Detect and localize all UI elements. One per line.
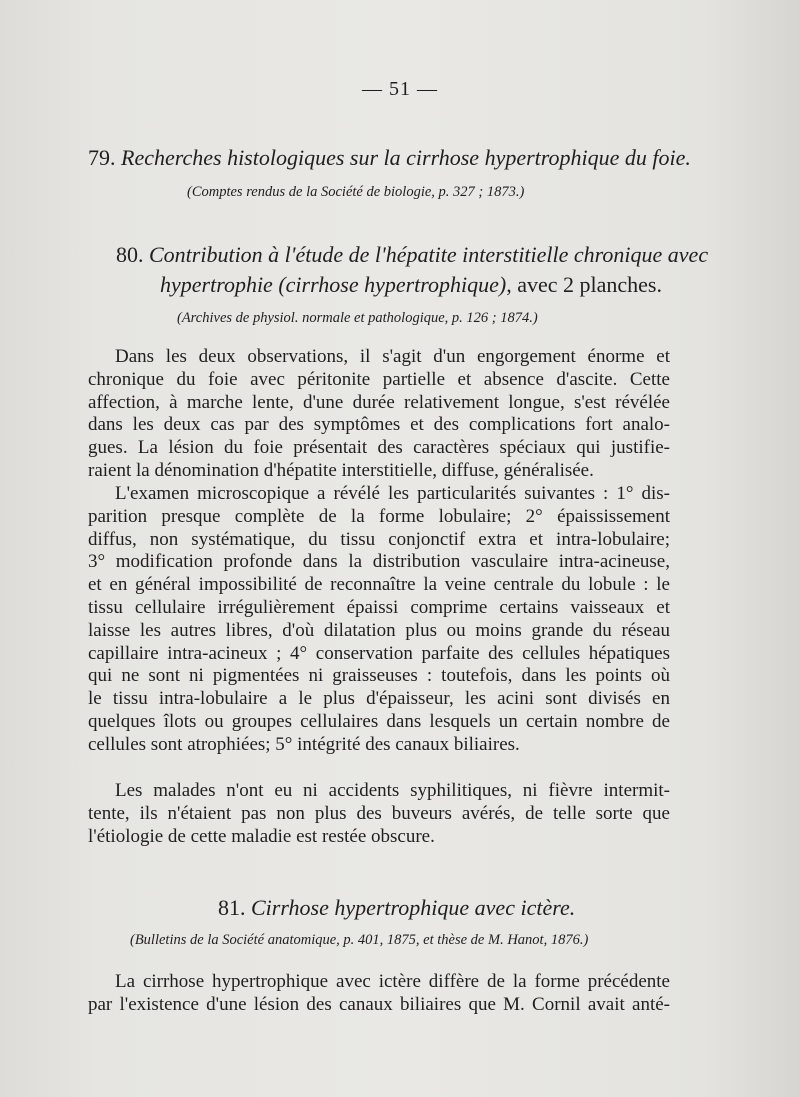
paragraph-1 <box>88 346 670 483</box>
text-line: tissu cellulaire irrégulièrement épaissi comprime certains vaisseaux et <box>88 596 670 618</box>
text-line: quelques îlots ou groupes cellulaires dans lesquels un certain nombre de <box>88 710 670 732</box>
entry-79-number: 79. <box>88 145 116 170</box>
entry-81-heading <box>218 893 575 923</box>
text-line: par l'existence d'une lésion des canaux biliaires que M. Cornil avait anté- <box>88 993 670 1015</box>
text-line: Dans les deux observations, il s'agit d'un engorgement énorme et <box>115 346 670 367</box>
entry-81-title: Cirrhose hypertrophique avec ictère. <box>251 895 576 920</box>
text-line: qui ne sont ni pigmentées ni graisseuses : toutefois, dans les points où <box>88 665 670 687</box>
text-line: dans les deux cas par des symptômes et des complications fort analo- <box>88 414 670 436</box>
entry-80-title-line2-rest: , avec 2 planches. <box>506 272 662 297</box>
entry-79-source: (Comptes rendus de la Société de biologie, p. 327 ; 1873.) <box>187 184 525 200</box>
entry-79-title: Recherches histologiques sur la cirrhose hypertrophique du foie. <box>121 145 691 170</box>
entry-80-heading-line2 <box>160 270 662 300</box>
text-line: 3° modification profonde dans la distribution vasculaire intra-acineuse, <box>88 551 670 573</box>
text-line: affection, à marche lente, d'une durée relativement longue, s'est révélée <box>88 391 670 413</box>
entry-81-source: (Bulletins de la Société anatomique, p. 401, 1875, et thèse de M. Hanot, 1876.) <box>130 932 589 948</box>
text-line: et en général impossibilité de reconnaître la veine centrale du lobule : le <box>88 574 670 596</box>
text-line: l'étiologie de cette maladie est restée obscure. <box>88 825 435 847</box>
entry-79-heading <box>88 143 691 173</box>
text-line: raient la dénomination d'hépatite interstitielle, diffuse, généralisée. <box>88 459 594 481</box>
entry-80-title-line1: Contribution à l'étude de l'hépatite interstitielle chronique avec <box>149 242 709 267</box>
text-line: L'examen microscopique a révélé les particularités suivantes : 1° dis- <box>115 483 670 504</box>
entry-80-heading-line1 <box>116 240 708 270</box>
entry-81-number: 81. <box>218 895 246 920</box>
text-line: parition presque complète de la forme lobulaire; 2° épaississement <box>88 505 670 527</box>
paragraph-2 <box>88 483 670 757</box>
text-line: tente, ils n'étaient pas non plus des buveurs avérés, de telle sorte que <box>88 802 670 824</box>
text-line: laisse les autres libres, d'où dilatation plus ou moins grande du réseau <box>88 619 670 641</box>
text-line: chronique du foie avec péritonite partielle et absence d'ascite. Cette <box>88 368 670 390</box>
paragraph-4 <box>88 971 670 1017</box>
text-line: capillaire intra-acineux ; 4° conservation parfaite des cellules hépatiques <box>88 642 670 664</box>
text-line: le tissu intra-lobulaire a le plus d'épaisseur, les acini sont divisés en <box>88 688 670 710</box>
text-line: diffus, non systématique, du tissu conjonctif extra et intra-lobulaire; <box>88 528 670 550</box>
entry-80-number: 80. <box>116 242 144 267</box>
text-line: cellules sont atrophiées; 5° intégrité des canaux biliaires. <box>88 733 520 755</box>
page-number: — 51 — <box>362 78 438 100</box>
entry-80-title-line2-italic: hypertrophie (cirrhose hypertrophique) <box>160 272 507 297</box>
entry-80-source: (Archives de physiol. normale et pathologique, p. 126 ; 1874.) <box>177 310 538 326</box>
paragraph-3 <box>88 780 670 848</box>
text-line: La cirrhose hypertrophique avec ictère diffère de la forme précédente <box>115 971 670 992</box>
text-line: gues. La lésion du foie présentait des caractères spéciaux qui justifie- <box>88 437 670 459</box>
text-line: Les malades n'ont eu ni accidents syphilitiques, ni fièvre intermit- <box>115 780 670 801</box>
